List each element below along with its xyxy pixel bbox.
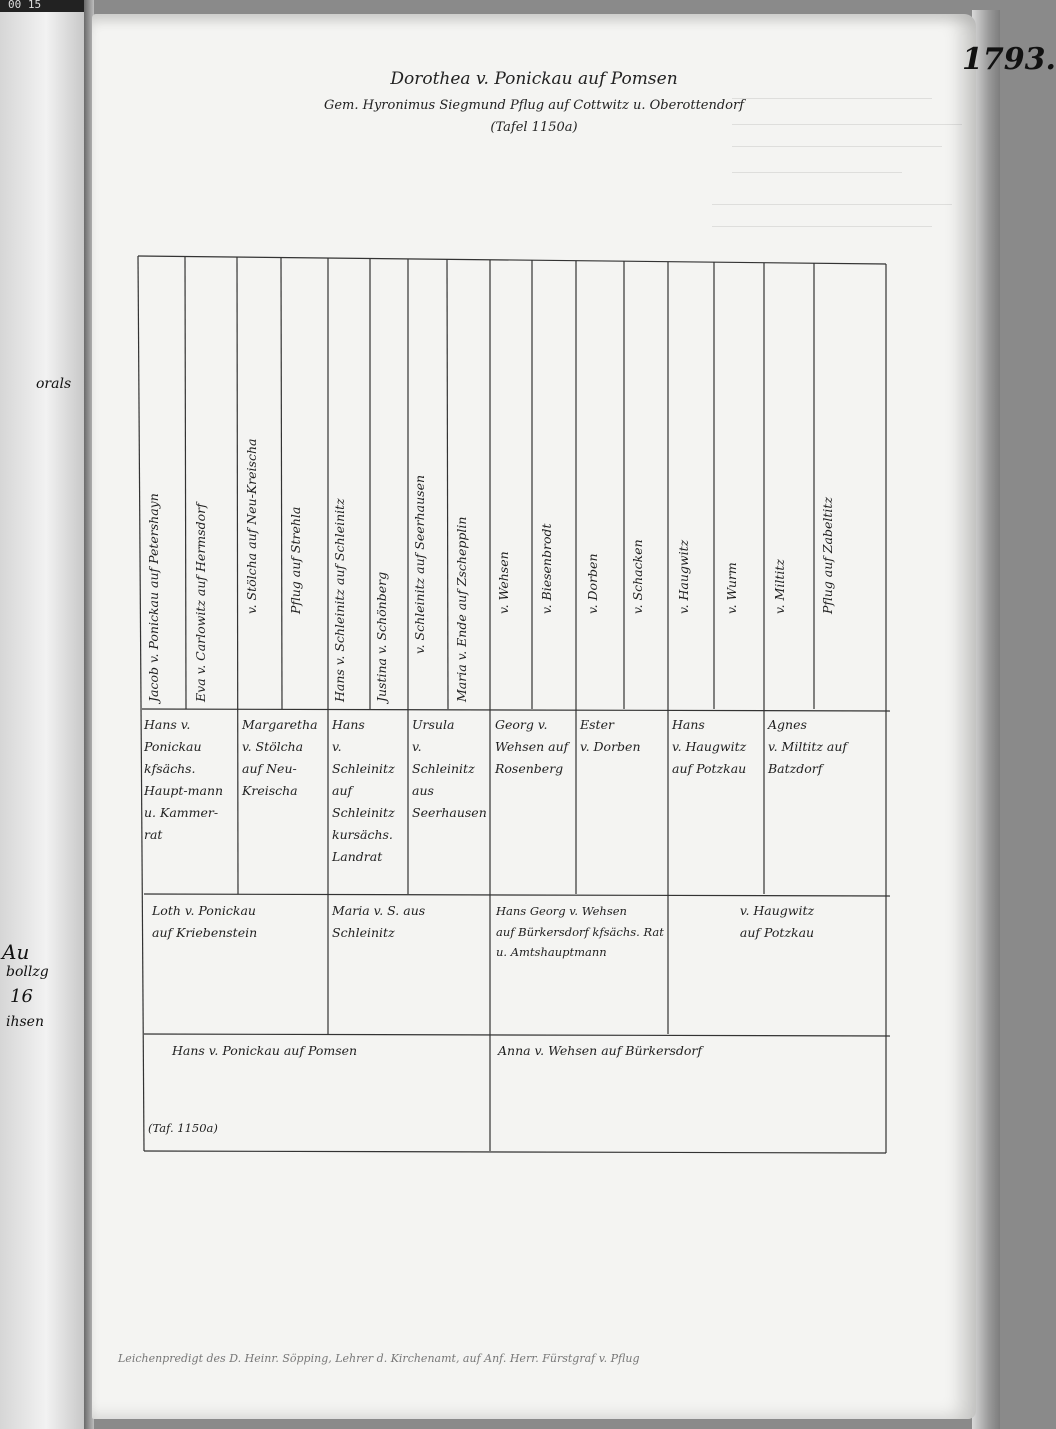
ancestor-gen3-8 [768, 714, 880, 780]
left-fragment-5: ihsen [6, 1014, 44, 1030]
left-fragment-3: bollzg [6, 964, 49, 980]
gen3-8-name: Agnes [768, 717, 807, 732]
ancestor-gen3-5 [495, 714, 573, 780]
ancestor-gen4-1: Jacob v. Ponickau auf Petershayn [146, 493, 161, 702]
gen3-4-name: Ursula [412, 717, 455, 732]
gen3-4-detail: v. Schleinitz aus Seerhausen [412, 739, 487, 820]
gen3-7-detail: v. Haugwitz auf Potzkau [672, 739, 747, 776]
gen3-6-detail: v. Dorben [580, 739, 641, 754]
page-subtitle: Gem. Hyronimus Siegmund Pflug auf Cottwitz u. Oberottendorf [323, 98, 745, 113]
gen3-1-detail: kfsächs. Haupt-mann u. Kammer-rat [144, 761, 224, 842]
genealogy-page [92, 14, 1056, 1419]
left-fragment-1: orals [36, 376, 72, 392]
ancestor-gen4-16: Pflug auf Zabeltitz [820, 496, 835, 614]
ancestor-gen4-12: v. Schacken [630, 539, 645, 614]
gen2-3-detail: auf Bürkersdorf kfsächs. Rat u. Amtshauptmann [496, 925, 664, 959]
gen3-5-name: Georg v. [495, 717, 548, 732]
ancestor-gen3-2 [242, 714, 326, 802]
ancestor-gen1-father: Hans v. Ponickau auf Pomsen [172, 1043, 358, 1058]
gen2-2-name: Maria v. S. aus Schleinitz [332, 903, 426, 940]
gen2-4-detail: auf Potzkau [739, 925, 815, 940]
gen2-3-name: Hans Georg v. Wehsen [496, 904, 627, 918]
left-page-fragment [0, 0, 84, 1429]
ancestor-gen3-7 [672, 714, 762, 780]
table-reference: (Tafel 1150a) [490, 120, 578, 135]
gen2-1-name: Loth v. Ponickau [152, 903, 256, 918]
ancestor-gen4-7: v. Schleinitz auf Seerhausen [412, 474, 427, 654]
gen3-3-name: Hans [332, 717, 365, 732]
left-page-top-marker [0, 0, 84, 12]
gen3-6-name: Ester [580, 717, 614, 732]
page-title: Dorothea v. Ponickau auf Pomsen [390, 69, 678, 89]
ancestor-gen3-1 [144, 714, 236, 846]
ancestor-gen4-4: Pflug auf Strehla [288, 506, 303, 614]
ancestor-gen2-1 [152, 900, 322, 944]
ancestor-gen4-5: Hans v. Schleinitz auf Schleinitz [332, 498, 347, 702]
ancestor-gen4-9: v. Wehsen [496, 551, 511, 614]
left-fragment-4: 16 [10, 986, 33, 1007]
ancestor-gen3-6 [580, 714, 666, 758]
ancestor-gen2-3 [496, 900, 666, 962]
ancestor-gen4-14: v. Wurm [724, 562, 739, 614]
ancestor-gen3-3 [332, 714, 406, 868]
left-fragment-2: Au [2, 940, 30, 964]
gen3-5-detail: Wehsen auf Rosenberg [495, 739, 569, 776]
ancestor-gen4-11: v. Dorben [585, 553, 600, 614]
ancestor-gen2-2 [332, 900, 488, 944]
ancestor-gen2-4 [674, 900, 880, 944]
ancestor-gen4-15: v. Miltitz [772, 559, 787, 614]
page-number: 1793. [962, 42, 1056, 77]
gen3-7-name: Hans [672, 717, 705, 732]
gen3-3-detail: v. Schleinitz auf Schleinitz kursächs. Landrat [332, 739, 395, 864]
gen3-2-name: Margaretha [242, 717, 318, 732]
ancestor-gen4-10: v. Biesenbrodt [539, 523, 554, 614]
footnote: Leichenpredigt des D. Heinr. Söpping, Lehrer d. Kirchenamt, auf Anf. Herr. Fürstgraf v. Pflug [118, 1352, 640, 1365]
table-reference-bottom: (Taf. 1150a) [148, 1121, 218, 1135]
gen3-1-name: Hans v. Ponickau [144, 717, 202, 754]
gen2-1-detail: auf Kriebenstein [152, 925, 258, 940]
page-edge [972, 10, 1000, 1429]
ancestor-gen4-13: v. Haugwitz [676, 539, 691, 614]
ancestor-gen4-3: v. Stölcha auf Neu-Kreischa [244, 438, 259, 614]
ancestor-gen3-4 [412, 714, 488, 824]
left-page-top-text: 00 15 [8, 0, 42, 11]
gen2-4-name: v. Haugwitz [739, 903, 815, 918]
ancestor-gen1-mother: Anna v. Wehsen auf Bürkersdorf [498, 1043, 702, 1058]
ancestor-gen4-2: Eva v. Carlowitz auf Hermsdorf [193, 503, 208, 702]
ancestor-gen4-6: Justina v. Schönberg [374, 571, 389, 702]
gen3-8-detail: v. Miltitz auf Batzdorf [768, 739, 848, 776]
gen3-2-detail: v. Stölcha auf Neu-Kreischa [242, 739, 304, 798]
ancestor-gen4-8: Maria v. Ende auf Zschepplin [454, 516, 469, 702]
